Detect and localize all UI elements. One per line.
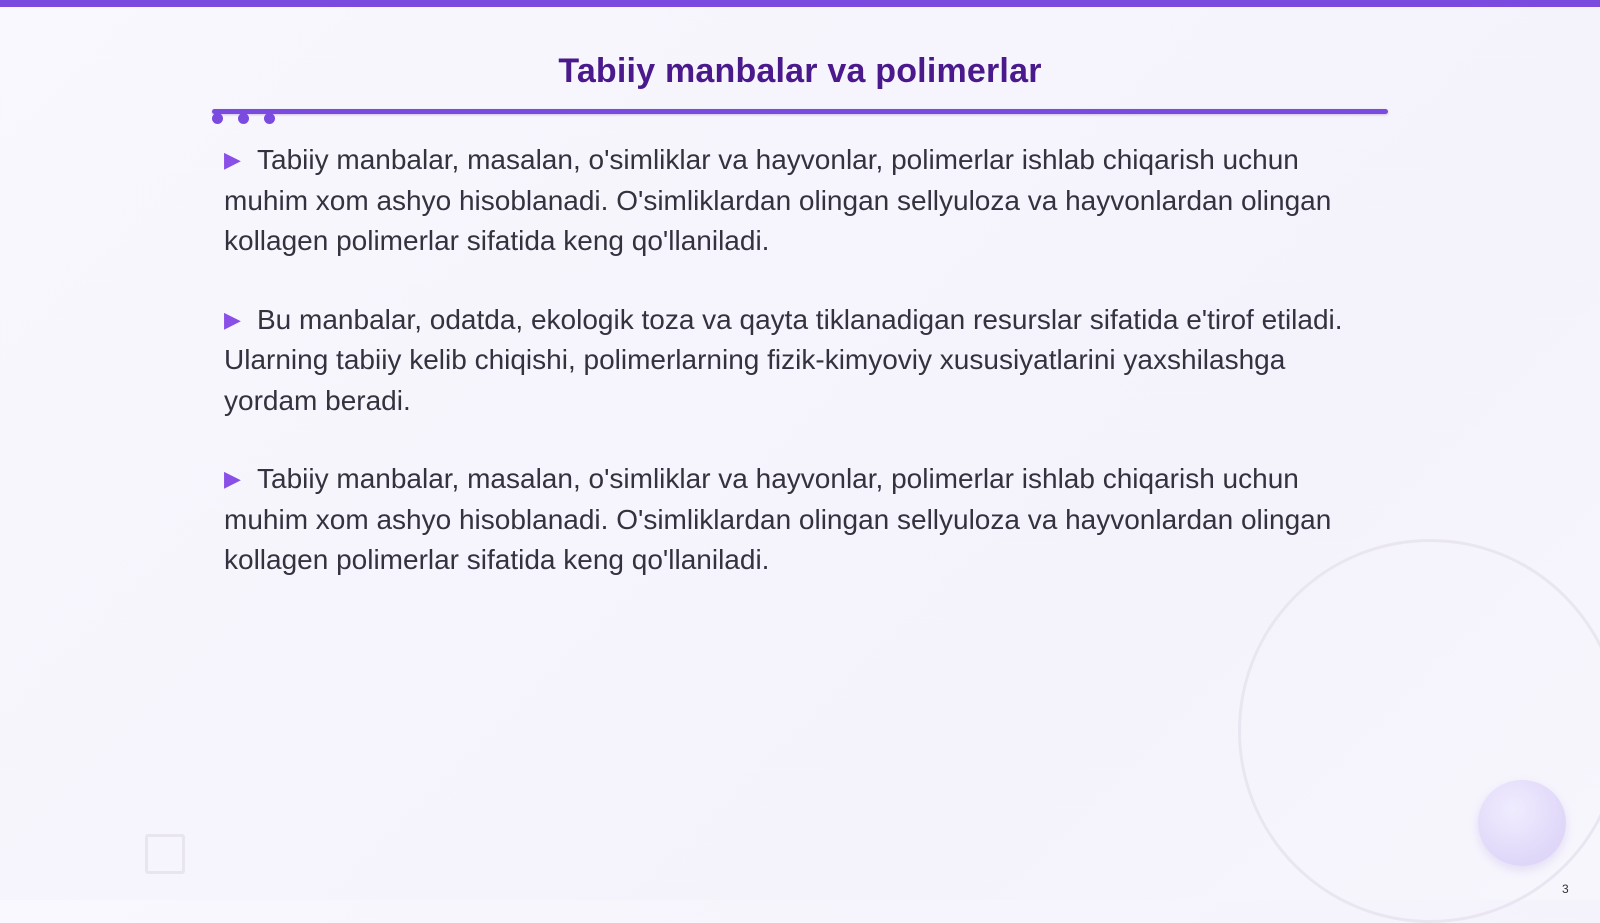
slide-title: Tabiiy manbalar va polimerlar (558, 52, 1042, 90)
bullet-paragraph-1 (224, 140, 1354, 262)
title-underline (212, 109, 1388, 114)
bullet-paragraph-2 (224, 300, 1354, 422)
bullet-paragraph-3 (224, 459, 1354, 581)
slide-body (224, 140, 1354, 619)
paragraph-text: Tabiiy manbalar, masalan, o'simliklar va hayvonlar, polimerlar ishlab chiqarish uchun muhim xom ashyo hisoblanadi. O'simliklardan olingan sellyuloza va hayvonlardan olingan kollagen polimerlar sifatida keng qo'llaniladi. (224, 144, 1332, 256)
triangle-right-icon: ▶ (224, 147, 241, 172)
decorative-dot (212, 113, 223, 124)
decorative-dot (238, 113, 249, 124)
paragraph-text: Bu manbalar, odatda, ekologik toza va qayta tiklanadigan resurslar sifatida e'tirof etiladi. Ularning tabiiy kelib chiqishi, polimerlarning fizik-kimyoviy xususiyatlarini yaxshilashga yordam beradi. (224, 303, 1343, 416)
triangle-right-icon: ▶ (224, 466, 241, 491)
decorative-ring (1238, 539, 1600, 923)
decorative-circle (1478, 780, 1566, 866)
top-accent-bar (0, 0, 1600, 7)
decorative-square (145, 834, 185, 874)
paragraph-text: Tabiiy manbalar, masalan, o'simliklar va hayvonlar, polimerlar ishlab chiqarish uchun muhim xom ashyo hisoblanadi. O'simliklardan olingan sellyuloza va hayvonlardan olingan kollagen polimerlar sifatida keng qo'llaniladi. (224, 463, 1332, 575)
page-number: 3 (1562, 882, 1569, 896)
triangle-right-icon: ▶ (224, 306, 241, 332)
decorative-dot (264, 113, 275, 124)
